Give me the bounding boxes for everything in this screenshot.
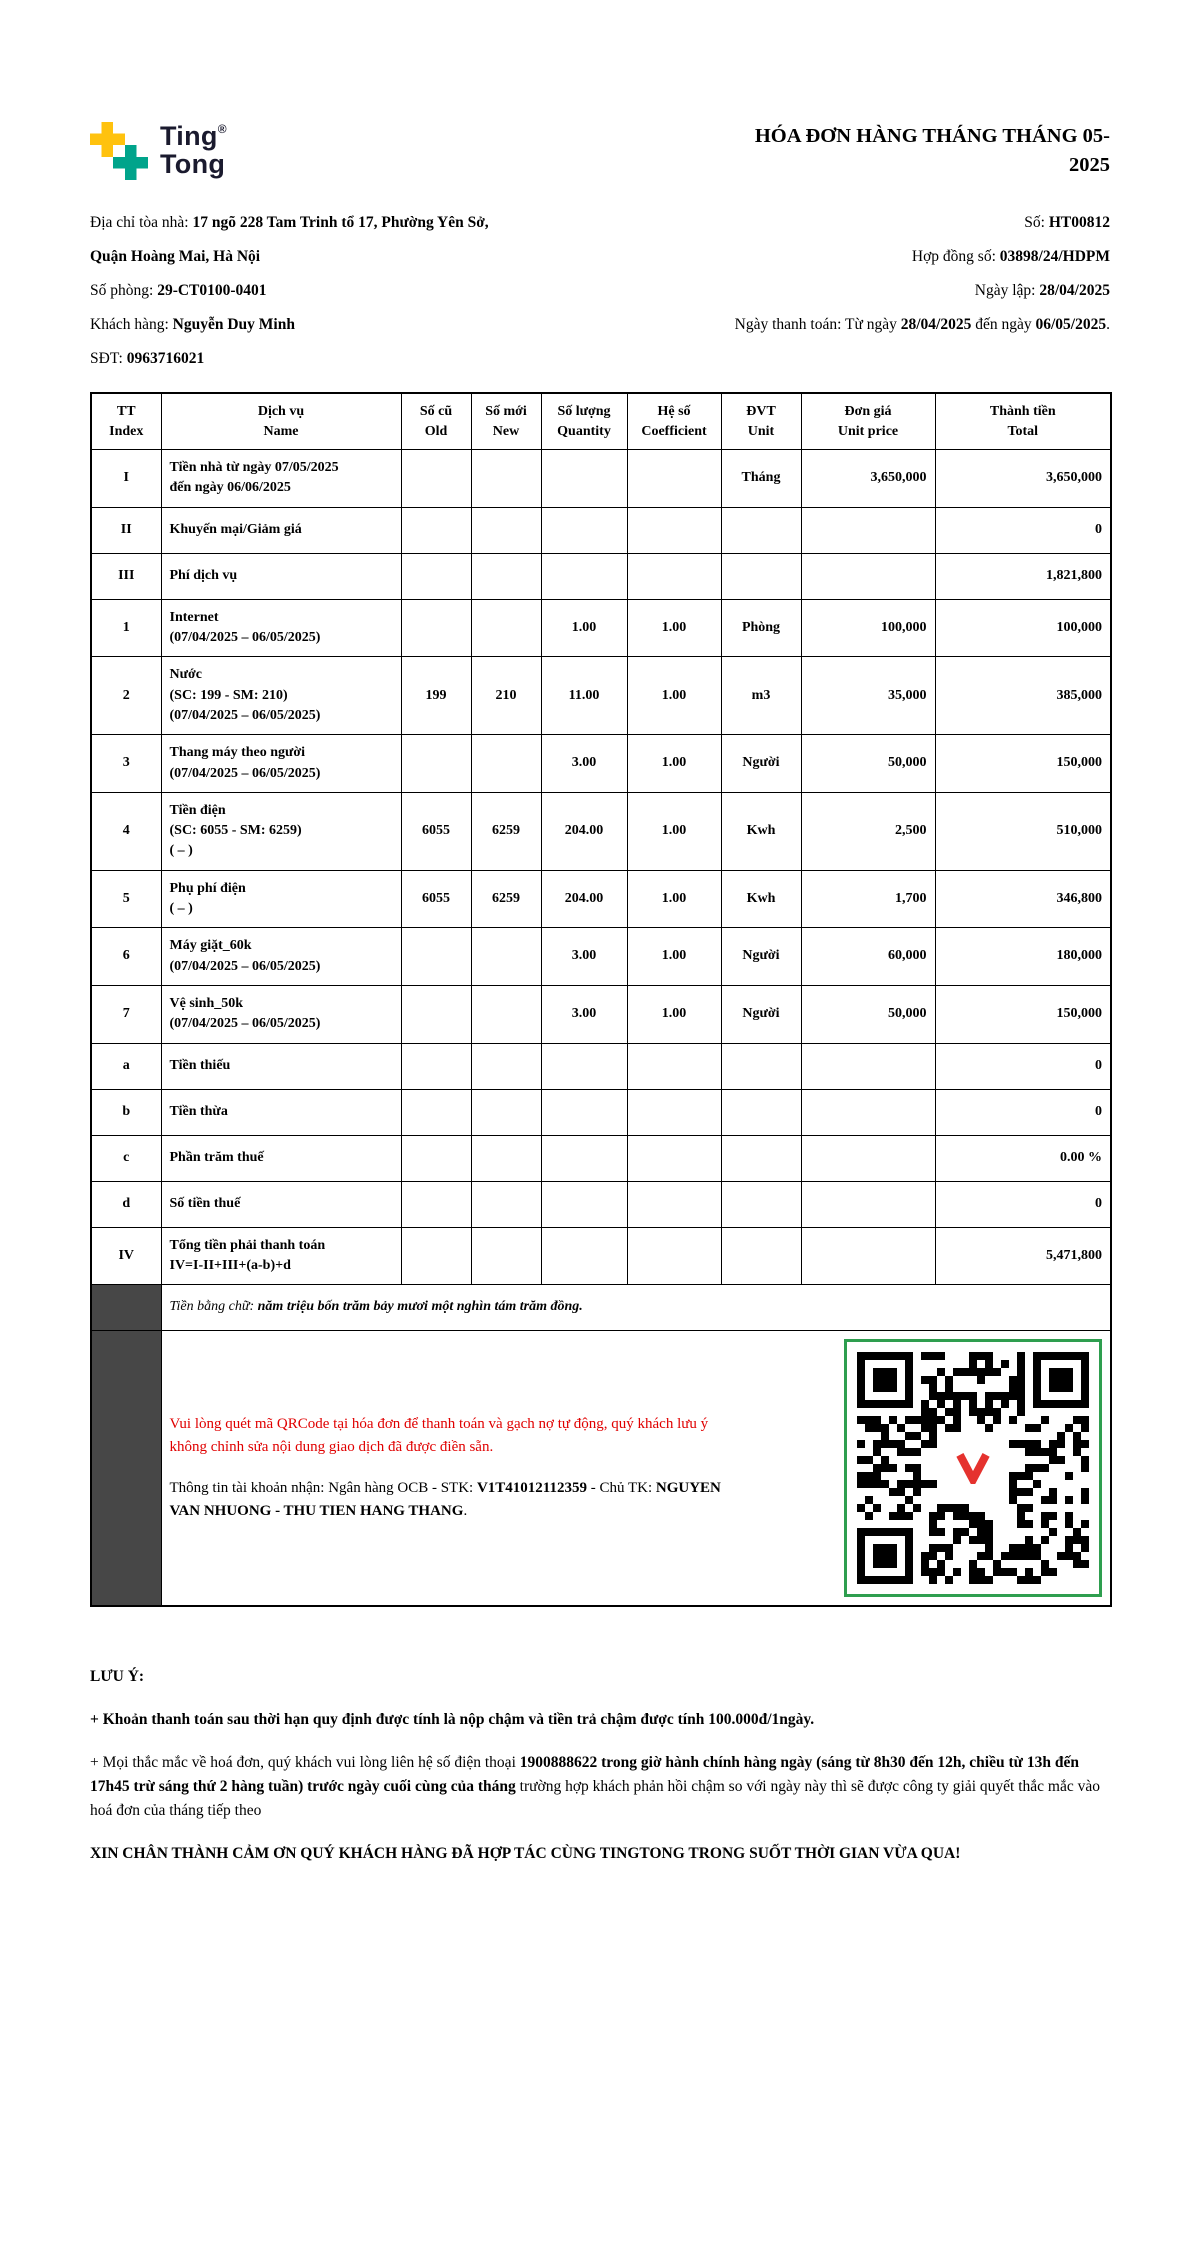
cell-coefficient bbox=[627, 1043, 721, 1089]
cell-new-reading: 6259 bbox=[471, 870, 541, 928]
cell-unit-price bbox=[801, 507, 935, 553]
cell-unit: Kwh bbox=[721, 792, 801, 870]
cell-service-name: Tiền thiếu bbox=[161, 1043, 401, 1089]
cell-unit bbox=[721, 1227, 801, 1285]
cell-old-reading bbox=[401, 450, 471, 508]
cell-coefficient: 1.00 bbox=[627, 792, 721, 870]
cell-coefficient bbox=[627, 507, 721, 553]
cell-new-reading bbox=[471, 928, 541, 986]
customer-phone: SĐT: 0963716021 bbox=[90, 350, 205, 367]
cell-new-reading bbox=[471, 553, 541, 599]
cell-unit-price bbox=[801, 1227, 935, 1285]
invoice-info-left bbox=[90, 206, 489, 376]
cell-total: 1,821,800 bbox=[935, 553, 1111, 599]
table-row bbox=[91, 657, 1111, 735]
cell-old-reading bbox=[401, 1181, 471, 1227]
col-header-new: Số mới New bbox=[471, 393, 541, 450]
cell-unit-price: 1,700 bbox=[801, 870, 935, 928]
cell-quantity: 3.00 bbox=[541, 985, 627, 1043]
tingtong-logo-text: Ting® Tong bbox=[160, 121, 227, 179]
table-row bbox=[91, 1043, 1111, 1089]
cell-service-name: Internet (07/04/2025 – 06/05/2025) bbox=[161, 599, 401, 657]
col-header-index: TT Index bbox=[91, 393, 161, 450]
qr-code bbox=[844, 1339, 1102, 1597]
cell-quantity bbox=[541, 1181, 627, 1227]
cell-index: I bbox=[91, 450, 161, 508]
cell-coefficient bbox=[627, 450, 721, 508]
cell-total: 510,000 bbox=[935, 792, 1111, 870]
invoice-table bbox=[90, 392, 1112, 1607]
cell-unit bbox=[721, 1089, 801, 1135]
cell-service-name: Tổng tiền phải thanh toán IV=I-II+III+(a-b)+d bbox=[161, 1227, 401, 1285]
thanks-note: XIN CHÂN THÀNH CẢM ƠN QUÝ KHÁCH HÀNG ĐÃ HỢP TÁC CÙNG TINGTONG TRONG SUỐT THỜI GIAN VỪA QUA! bbox=[90, 1845, 961, 1863]
cell-quantity bbox=[541, 1135, 627, 1181]
cell-index: 2 bbox=[91, 657, 161, 735]
col-header-unit: ĐVT Unit bbox=[721, 393, 801, 450]
cell-quantity: 11.00 bbox=[541, 657, 627, 735]
cell-unit: m3 bbox=[721, 657, 801, 735]
invoice-title: HÓA ĐƠN HÀNG THÁNG THÁNG 05-2025 bbox=[754, 125, 1110, 176]
cell-unit: Người bbox=[721, 735, 801, 793]
cell-quantity: 204.00 bbox=[541, 792, 627, 870]
cell-old-reading bbox=[401, 1089, 471, 1135]
dark-cell bbox=[91, 1331, 161, 1607]
late-payment-note: + Khoản thanh toán sau thời hạn quy định được tính là nộp chậm và tiền trả chậm được tính 100.000đ/1ngày. bbox=[90, 1711, 815, 1729]
col-header-total: Thành tiền Total bbox=[935, 393, 1111, 450]
cell-unit-price: 60,000 bbox=[801, 928, 935, 986]
cell-service-name: Thang máy theo người (07/04/2025 – 06/05/2025) bbox=[161, 735, 401, 793]
notes-heading: LƯU Ý: bbox=[90, 1668, 145, 1686]
tingtong-logo bbox=[90, 122, 227, 180]
cell-unit: Người bbox=[721, 985, 801, 1043]
cell-unit bbox=[721, 553, 801, 599]
table-row bbox=[91, 985, 1111, 1043]
cell-quantity: 3.00 bbox=[541, 928, 627, 986]
cell-unit-price: 3,650,000 bbox=[801, 450, 935, 508]
cell-index: 3 bbox=[91, 735, 161, 793]
cell-unit-price bbox=[801, 553, 935, 599]
payment-period: Ngày thanh toán: Từ ngày 28/04/2025 đến ngày 06/05/2025. bbox=[734, 316, 1110, 333]
cell-total: 150,000 bbox=[935, 735, 1111, 793]
cell-unit-price bbox=[801, 1043, 935, 1089]
table-row bbox=[91, 792, 1111, 870]
cell-new-reading bbox=[471, 1043, 541, 1089]
cell-new-reading: 210 bbox=[471, 657, 541, 735]
cell-quantity bbox=[541, 450, 627, 508]
cell-coefficient: 1.00 bbox=[627, 928, 721, 986]
cell-quantity bbox=[541, 1089, 627, 1135]
col-header-quantity: Số lượng Quantity bbox=[541, 393, 627, 450]
tingtong-logo-icon bbox=[90, 122, 148, 180]
cell-unit: Phòng bbox=[721, 599, 801, 657]
cell-unit: Người bbox=[721, 928, 801, 986]
cell-old-reading: 6055 bbox=[401, 870, 471, 928]
table-row bbox=[91, 1089, 1111, 1135]
cell-service-name: Nước (SC: 199 - SM: 210) (07/04/2025 – 06/05/2025) bbox=[161, 657, 401, 735]
cell-total: 100,000 bbox=[935, 599, 1111, 657]
cell-new-reading bbox=[471, 735, 541, 793]
qr-center-logo-icon bbox=[946, 1441, 1000, 1495]
account-info-text: Thông tin tài khoản nhận: Ngân hàng OCB - STK: V1T41012112359 - Chủ TK: NGUYEN VAN NHUONG - THU TIEN HANG THANG. bbox=[169, 1480, 721, 1520]
cell-coefficient bbox=[627, 1227, 721, 1285]
col-header-unit-price: Đơn giá Unit price bbox=[801, 393, 935, 450]
cell-quantity bbox=[541, 507, 627, 553]
cell-index: IV bbox=[91, 1227, 161, 1285]
amount-in-words-row bbox=[91, 1285, 1111, 1331]
cell-unit bbox=[721, 507, 801, 553]
cell-index: a bbox=[91, 1043, 161, 1089]
cell-old-reading bbox=[401, 985, 471, 1043]
cell-index: 1 bbox=[91, 599, 161, 657]
cell-old-reading bbox=[401, 1043, 471, 1089]
table-row bbox=[91, 599, 1111, 657]
table-row bbox=[91, 553, 1111, 599]
table-row bbox=[91, 928, 1111, 986]
room-number: Số phòng: 29-CT0100-0401 bbox=[90, 282, 267, 299]
table-header-row bbox=[91, 393, 1111, 450]
cell-coefficient bbox=[627, 1089, 721, 1135]
cell-service-name: Phần trăm thuế bbox=[161, 1135, 401, 1181]
cell-quantity bbox=[541, 1043, 627, 1089]
invoice-header bbox=[90, 122, 1110, 180]
cell-quantity bbox=[541, 1227, 627, 1285]
cell-unit-price bbox=[801, 1089, 935, 1135]
cell-service-name: Vệ sinh_50k (07/04/2025 – 06/05/2025) bbox=[161, 985, 401, 1043]
qr-text-block bbox=[170, 1413, 730, 1524]
cell-total: 3,650,000 bbox=[935, 450, 1111, 508]
cell-unit bbox=[721, 1135, 801, 1181]
cell-quantity: 3.00 bbox=[541, 735, 627, 793]
table-row bbox=[91, 870, 1111, 928]
customer-name: Khách hàng: Nguyễn Duy Minh bbox=[90, 316, 295, 333]
qr-row bbox=[91, 1331, 1111, 1607]
cell-total: 0.00 % bbox=[935, 1135, 1111, 1181]
table-row bbox=[91, 735, 1111, 793]
cell-unit: Tháng bbox=[721, 450, 801, 508]
cell-unit-price: 50,000 bbox=[801, 985, 935, 1043]
table-row bbox=[91, 1227, 1111, 1285]
col-header-service: Dịch vụ Name bbox=[161, 393, 401, 450]
cell-old-reading: 199 bbox=[401, 657, 471, 735]
cell-coefficient bbox=[627, 1181, 721, 1227]
cell-quantity: 204.00 bbox=[541, 870, 627, 928]
cell-coefficient bbox=[627, 1135, 721, 1181]
footer-notes bbox=[90, 1665, 1110, 1866]
amount-in-words: Tiền bằng chữ: năm triệu bốn trăm bảy mươi một nghìn tám trăm đồng. bbox=[161, 1285, 1111, 1331]
cell-coefficient: 1.00 bbox=[627, 870, 721, 928]
qr-section bbox=[161, 1331, 1111, 1607]
cell-index: 5 bbox=[91, 870, 161, 928]
cell-new-reading bbox=[471, 507, 541, 553]
cell-total: 0 bbox=[935, 507, 1111, 553]
qr-instruction-text: Vui lòng quét mã QRCode tại hóa đơn để thanh toán và gạch nợ tự động, quý khách lưu ý không chỉnh sửa nội dung giao dịch đã được điền sẵn. bbox=[169, 1415, 709, 1455]
invoice-info-right bbox=[735, 206, 1110, 376]
cell-index: 6 bbox=[91, 928, 161, 986]
cell-index: c bbox=[91, 1135, 161, 1181]
cell-quantity bbox=[541, 553, 627, 599]
cell-service-name: Phụ phí điện ( – ) bbox=[161, 870, 401, 928]
cell-old-reading bbox=[401, 1135, 471, 1181]
issue-date: Ngày lập: 28/04/2025 bbox=[974, 282, 1110, 299]
cell-total: 346,800 bbox=[935, 870, 1111, 928]
cell-total: 150,000 bbox=[935, 985, 1111, 1043]
contact-note: + Mọi thắc mắc về hoá đơn, quý khách vui lòng liên hệ số điện thoại 1900888622 trong giờ hành chính hàng ngày (sáng từ 8h30 đến 12h, chiều từ 13h đến 17h45 trừ sáng thứ 2 hàng tuần) trước ngày cuối cùng của tháng trường hợp khách phản hồi chậm so với ngày này thì sẽ được công ty giải quyết thắc mắc vào hoá đơn của tháng tiếp theo bbox=[90, 1754, 1100, 1820]
cell-unit-price bbox=[801, 1181, 935, 1227]
cell-service-name: Tiền nhà từ ngày 07/05/2025 đến ngày 06/06/2025 bbox=[161, 450, 401, 508]
cell-unit-price bbox=[801, 1135, 935, 1181]
cell-unit bbox=[721, 1043, 801, 1089]
cell-total: 0 bbox=[935, 1043, 1111, 1089]
cell-quantity: 1.00 bbox=[541, 599, 627, 657]
cell-total: 385,000 bbox=[935, 657, 1111, 735]
table-row bbox=[91, 1135, 1111, 1181]
cell-unit: Kwh bbox=[721, 870, 801, 928]
cell-index: 4 bbox=[91, 792, 161, 870]
building-address-line2: Quận Hoàng Mai, Hà Nội bbox=[90, 248, 261, 265]
cell-new-reading bbox=[471, 599, 541, 657]
cell-service-name: Tiền thừa bbox=[161, 1089, 401, 1135]
cell-total: 0 bbox=[935, 1089, 1111, 1135]
cell-coefficient bbox=[627, 553, 721, 599]
cell-new-reading bbox=[471, 985, 541, 1043]
table-row bbox=[91, 1181, 1111, 1227]
cell-total: 180,000 bbox=[935, 928, 1111, 986]
table-row bbox=[91, 507, 1111, 553]
cell-old-reading bbox=[401, 735, 471, 793]
cell-coefficient: 1.00 bbox=[627, 657, 721, 735]
cell-service-name: Số tiền thuế bbox=[161, 1181, 401, 1227]
cell-new-reading bbox=[471, 450, 541, 508]
cell-unit-price: 2,500 bbox=[801, 792, 935, 870]
cell-new-reading bbox=[471, 1089, 541, 1135]
cell-new-reading bbox=[471, 1227, 541, 1285]
invoice-number: Số: HT00812 bbox=[1024, 214, 1110, 231]
cell-coefficient: 1.00 bbox=[627, 985, 721, 1043]
cell-index: 7 bbox=[91, 985, 161, 1043]
cell-new-reading bbox=[471, 1181, 541, 1227]
invoice-info bbox=[90, 206, 1110, 376]
cell-unit-price: 50,000 bbox=[801, 735, 935, 793]
dark-cell bbox=[91, 1285, 161, 1331]
contract-number: Hợp đồng số: 03898/24/HDPM bbox=[911, 248, 1110, 265]
cell-index: b bbox=[91, 1089, 161, 1135]
cell-old-reading bbox=[401, 507, 471, 553]
registered-mark: ® bbox=[217, 122, 227, 137]
cell-coefficient: 1.00 bbox=[627, 599, 721, 657]
cell-old-reading: 6055 bbox=[401, 792, 471, 870]
cell-service-name: Máy giặt_60k (07/04/2025 – 06/05/2025) bbox=[161, 928, 401, 986]
cell-new-reading: 6259 bbox=[471, 792, 541, 870]
cell-old-reading bbox=[401, 599, 471, 657]
building-address: Địa chỉ tòa nhà: 17 ngõ 228 Tam Trinh tổ 17, Phường Yên Sở, bbox=[90, 214, 489, 231]
cell-service-name: Tiền điện (SC: 6055 - SM: 6259) ( – ) bbox=[161, 792, 401, 870]
cell-unit-price: 35,000 bbox=[801, 657, 935, 735]
cell-old-reading bbox=[401, 553, 471, 599]
cell-old-reading bbox=[401, 928, 471, 986]
cell-new-reading bbox=[471, 1135, 541, 1181]
col-header-old: Số cũ Old bbox=[401, 393, 471, 450]
cell-index: III bbox=[91, 553, 161, 599]
cell-service-name: Khuyến mại/Giảm giá bbox=[161, 507, 401, 553]
cell-total: 0 bbox=[935, 1181, 1111, 1227]
table-row bbox=[91, 450, 1111, 508]
invoice-content bbox=[90, 0, 1110, 1866]
col-header-coefficient: Hệ số Coefficient bbox=[627, 393, 721, 450]
cell-service-name: Phí dịch vụ bbox=[161, 553, 401, 599]
cell-index: d bbox=[91, 1181, 161, 1227]
cell-old-reading bbox=[401, 1227, 471, 1285]
cell-unit bbox=[721, 1181, 801, 1227]
cell-unit-price: 100,000 bbox=[801, 599, 935, 657]
cell-coefficient: 1.00 bbox=[627, 735, 721, 793]
cell-total: 5,471,800 bbox=[935, 1227, 1111, 1285]
cell-index: II bbox=[91, 507, 161, 553]
